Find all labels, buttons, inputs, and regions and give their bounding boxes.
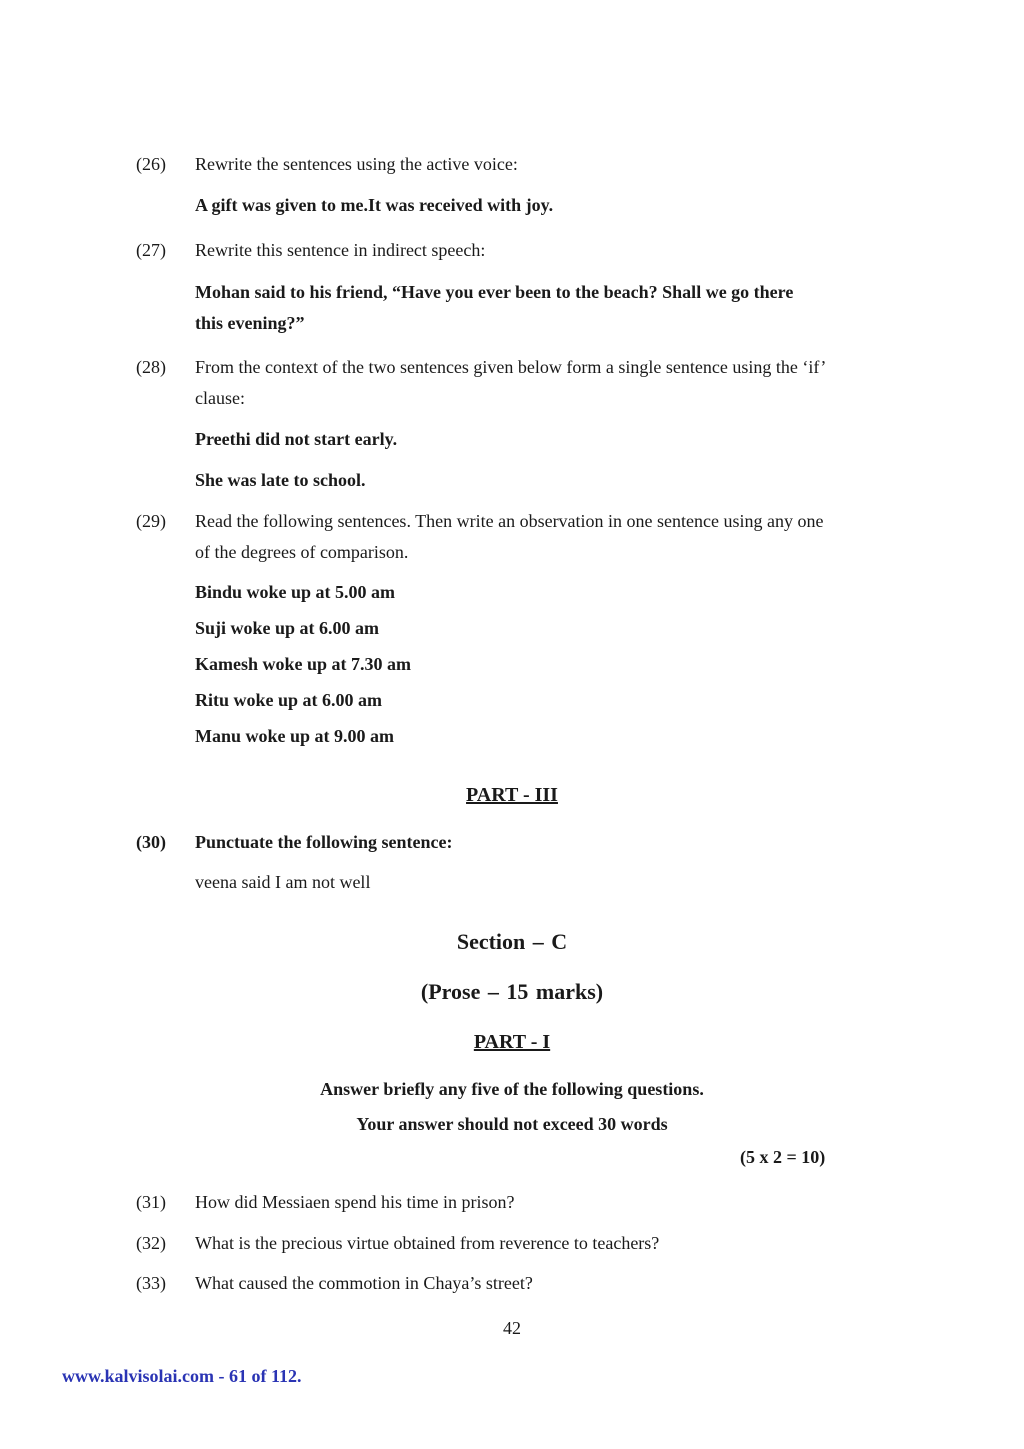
question-number: (31) [136, 1192, 166, 1212]
question-sentence: this evening?” [195, 313, 305, 333]
list-item: Kamesh woke up at 7.30 am [195, 654, 412, 674]
question-text: What caused the commotion in Chaya’s street? [195, 1273, 533, 1293]
question-number: (33) [136, 1273, 166, 1293]
question-number: (28) [136, 357, 166, 377]
question-number: (26) [136, 154, 166, 174]
question-sentence: Preethi did not start early. [195, 429, 398, 449]
footer-link[interactable]: www.kalvisolai.com - 61 of 112. [62, 1366, 302, 1386]
section-subtitle: (Prose – 15 marks) [420, 979, 604, 1004]
list-item: Bindu woke up at 5.00 am [195, 582, 396, 602]
question-sentence: Mohan said to his friend, “Have you ever been to the beach? Shall we go there [195, 282, 794, 302]
marks-allocation: (5 x 2 = 10) [740, 1147, 826, 1167]
question-prompt: Rewrite the sentences using the active voice: [195, 154, 518, 174]
list-item: Ritu woke up at 6.00 am [195, 690, 383, 710]
list-item: Suji woke up at 6.00 am [195, 618, 380, 638]
question-sentence: veena said I am not well [195, 872, 371, 892]
question-prompt: Rewrite this sentence in indirect speech: [195, 240, 486, 260]
question-number: (32) [136, 1233, 166, 1253]
question-text: What is the precious virtue obtained from reverence to teachers? [195, 1233, 660, 1253]
question-prompt: Read the following sentences. Then write an observation in one sentence using any one [195, 511, 824, 531]
page-number: 42 [503, 1318, 521, 1338]
question-number: (27) [136, 240, 166, 260]
question-prompt: clause: [195, 388, 245, 408]
question-sentence: A gift was given to me.It was received with joy. [195, 195, 554, 215]
part-heading: PART - I [473, 1031, 551, 1053]
section-title: Section – C [456, 929, 568, 954]
question-prompt: of the degrees of comparison. [195, 542, 409, 562]
question-text: How did Messiaen spend his time in prison? [195, 1192, 515, 1212]
question-sentence: She was late to school. [195, 470, 366, 490]
question-prompt: Punctuate the following sentence: [195, 832, 453, 852]
question-prompt: From the context of the two sentences given below form a single sentence using the ‘if’ [195, 357, 827, 377]
instruction: Your answer should not exceed 30 words [356, 1114, 668, 1134]
list-item: Manu woke up at 9.00 am [195, 726, 395, 746]
instruction: Answer briefly any five of the following questions. [320, 1079, 704, 1099]
part-heading: PART - III [466, 784, 558, 806]
question-number: (30) [136, 832, 166, 852]
question-number: (29) [136, 511, 166, 531]
